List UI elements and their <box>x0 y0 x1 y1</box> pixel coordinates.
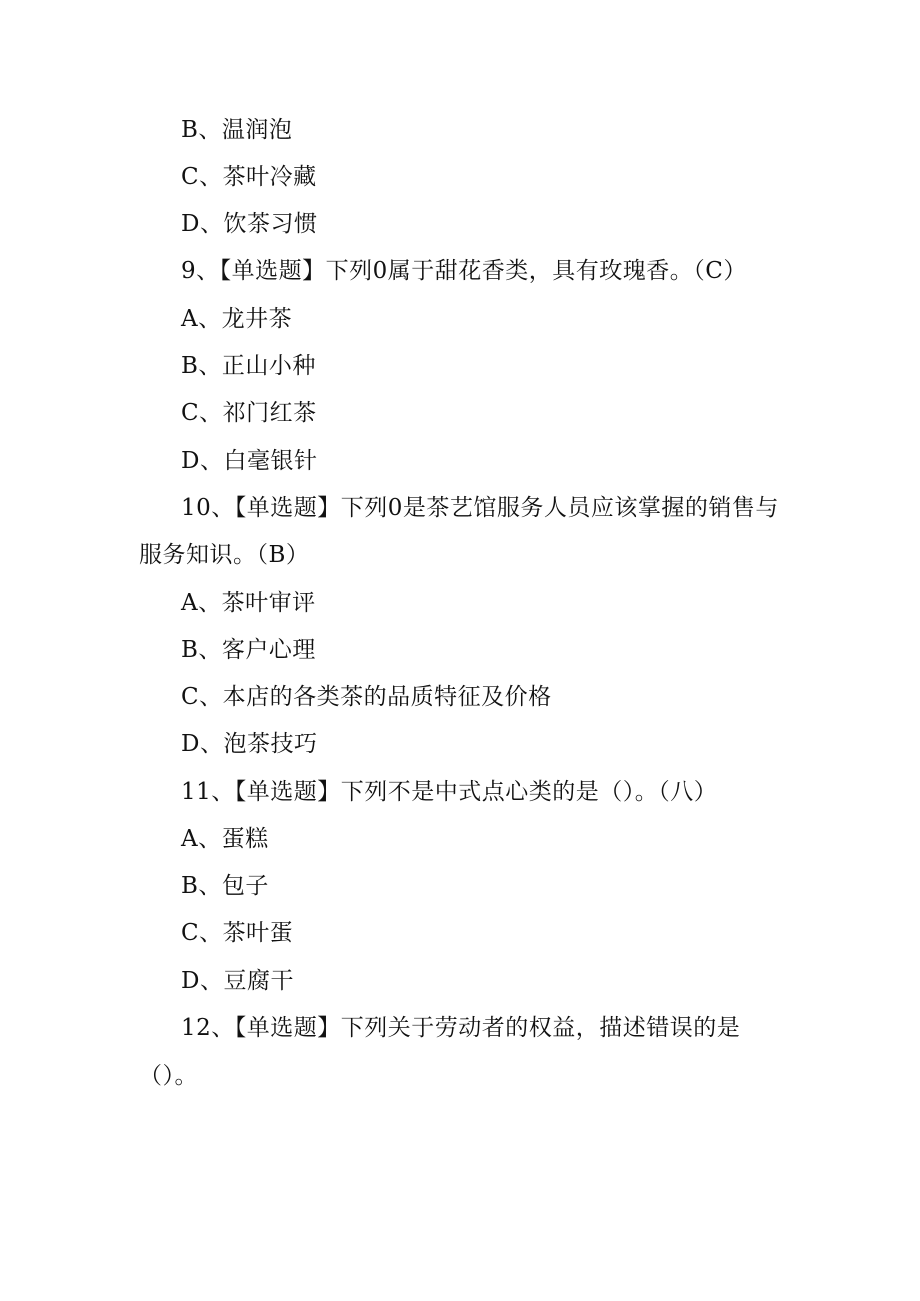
option-d-q8: D、饮茶习惯 <box>181 211 318 237</box>
option-b-q9: B、正山小种 <box>181 353 316 379</box>
question-10: 10、【单选题】下列0是茶艺馆服务人员应该掌握的销售与 <box>181 495 779 521</box>
option-b-q8: B、温润泡 <box>181 117 293 143</box>
option-d-q11: D、豆腐干 <box>181 968 294 994</box>
option-d-q10: D、泡茶技巧 <box>181 731 318 757</box>
option-d-q9: D、白毫银针 <box>181 448 318 474</box>
option-a-q11: A、蛋糕 <box>181 826 269 852</box>
question-12: 12、【单选题】下列关于劳动者的权益，描述错误的是 <box>181 1015 741 1041</box>
question-9: 9、【单选题】下列0属于甜花香类，具有玫瑰香。（C） <box>181 258 747 284</box>
question-10-continued: 服务知识。（B） <box>139 542 310 568</box>
option-a-q10: A、茶叶审评 <box>181 590 316 616</box>
option-c-q8: C、茶叶冷藏 <box>181 164 317 190</box>
option-a-q9: A、龙井茶 <box>181 306 293 332</box>
option-c-q9: C、祁门红茶 <box>181 400 317 426</box>
option-b-q10: B、客户心理 <box>181 637 316 663</box>
question-11: 11、【单选题】下列不是中式点心类的是（）。（八） <box>181 779 718 805</box>
option-b-q11: B、包子 <box>181 873 269 899</box>
question-12-continued: （）。 <box>139 1063 198 1089</box>
option-c-q11: C、茶叶蛋 <box>181 920 294 946</box>
option-c-q10: C、本店的各类茶的品质特征及价格 <box>181 684 552 710</box>
